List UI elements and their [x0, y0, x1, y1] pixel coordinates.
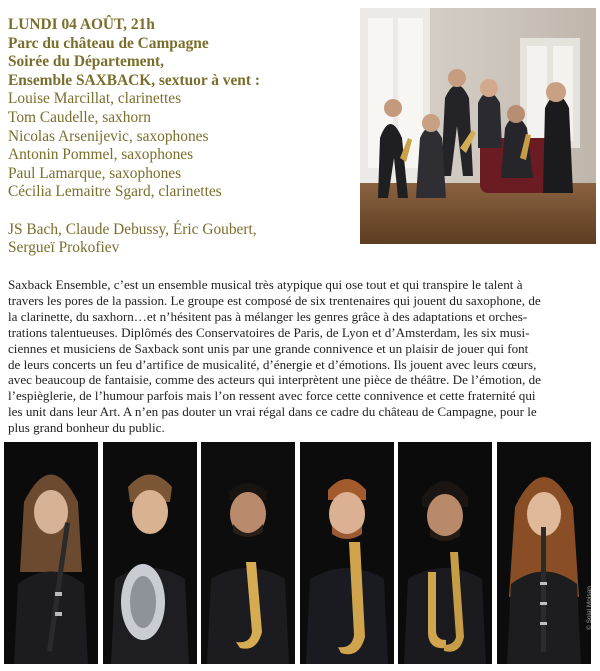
description-line: de leurs concerts un feu d’artifice de musicalité, d’énergie et d’émotions. Ils jouent avec leurs cœurs, [8, 356, 537, 372]
description-line: les unit dans leur Art. A n’en pas douter un vrai régal dans ce cadre du château de Campagne, pour le [8, 404, 537, 420]
description-line: travers les pores de la passion. Le groupe est composé de six trentenaires qui jouent du saxophone, de [8, 292, 541, 308]
member-line: Antonin Pommel, saxophones [8, 146, 194, 164]
event-venue: Parc du château de Campagne [8, 34, 209, 52]
portrait-clarinetist-woman-2 [497, 442, 591, 664]
member-line: Paul Lamarque, saxophones [8, 164, 182, 182]
description-paragraph [8, 277, 596, 436]
portrait-saxophonist-3 [398, 442, 492, 664]
description-line: Saxback Ensemble, c’est un ensemble musical très atypique qui ose tout et qui transpire le talent à [8, 277, 523, 292]
description-line: plus grand bonheur du public. [8, 420, 165, 436]
member-line: Tom Caudelle, saxhorn [8, 108, 151, 126]
composers-line: JS Bach, Claude Debussy, Éric Goubert, [8, 220, 257, 238]
group-photo [360, 8, 596, 244]
description-line: la clarinette, du saxhorn…et n’hésitent pas à mélanger les genres grâce à des adaptations et orches- [8, 308, 528, 324]
portrait-saxophonist-1 [201, 442, 295, 664]
member-line: Cécilia Lemaitre Sgard, clarinettes [8, 183, 222, 201]
description-line: avec beaucoup de fantaisie, comme des acteurs qui interprètent une pièce de théâtre. De l’émotion, de [8, 372, 541, 388]
event-evening: Soirée du Département, [8, 53, 165, 71]
portrait-clarinetist-woman [4, 442, 98, 664]
description-line: l’espièglerie, de l’humour parfois mais l’on ressent avec force cette connivence et cette fraternité qui [8, 388, 536, 404]
event-date: LUNDI 04 AOÛT, 21h [8, 16, 155, 33]
portrait-saxhorn-player [103, 442, 197, 664]
composers-line: Sergueï Prokofiev [8, 239, 120, 257]
event-header [8, 16, 353, 258]
member-line: Louise Marcillat, clarinettes [8, 90, 182, 108]
description-line: trations talentueuses. Diplômés des Conservatoires de Paris, de Lyon et d’Amsterdam, les six musi- [8, 324, 530, 340]
portrait-saxophonist-2 [300, 442, 394, 664]
member-line: Nicolas Arsenijevic, saxophones [8, 127, 209, 145]
photo-credit: © Solal Moisan [586, 586, 593, 630]
portrait-strip [4, 442, 594, 664]
description-line: ciennes et musiciens de Saxback sont unis par une grande connivence et un plaisir de jouer qui font [8, 340, 529, 356]
ensemble-title: Ensemble SAXBACK, sextuor à vent : [8, 71, 260, 89]
